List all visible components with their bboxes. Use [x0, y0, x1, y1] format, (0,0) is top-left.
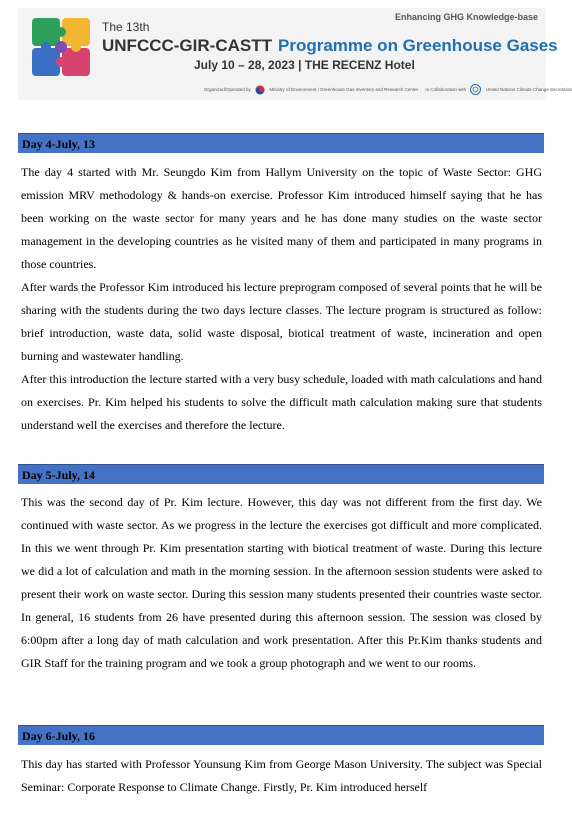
section-body-day-4: [21, 161, 542, 437]
korea-emblem-icon: [255, 85, 265, 95]
section-heading-day-4: Day 4-July, 13: [18, 133, 544, 153]
section-body-day-5: [21, 491, 542, 675]
korea-org-label: Ministry of Environment / Greenhouse Gas Inventory and Research Center: [269, 87, 419, 92]
banner-dates: July 10 – 28, 2023 | THE RECENZ Hotel: [194, 58, 415, 72]
section-body-day-6: [21, 753, 542, 799]
un-org-label: United Nations Climate Change Secretariat: [485, 87, 572, 92]
section-heading-day-6: Day 6-July, 16: [18, 725, 544, 745]
paragraph: After this introduction the lecture started with a very busy schedule, loaded with math calculations and hand on exercises. Pr. Kim helped his students to solve the difficult math calculation making sure that students understand well the exercises and therefore the lecture.: [21, 372, 542, 432]
puzzle-logo-icon: [30, 16, 92, 78]
organized-by-label: Organized/Operated by: [204, 87, 251, 92]
paragraph: This was the second day of Pr. Kim lecture. However, this day was not different from the first day. We continued with waste sector. As we progress in the lecture the exercises got difficult and more complicated. In this we went through Pr. Kim presentation starting with biotical treatment of waste. During this lecture we did a lot of calculation and math in the morning session. In the afternoon session students were asked to present their work on waste sector. During this session many students presented their countries waste sector. In general, 16 students from 26 have presented during this afternoon session. The session was closed by 6:00pm after a long day of math calculation and work presentation. After this Pr.Kim thanks students and GIR Staff for the training program and we took a group photograph and we went to our rooms.: [21, 495, 542, 670]
un-climate-icon: [470, 84, 481, 95]
paragraph: After wards the Professor Kim introduced his lecture preprogram composed of several points that he will be sharing with the students during the two days lecture classes. The lecture program is structured as follow: brief introduction, waste data, solid waste disposal, biotical treatment of waste, incineration and open burning and wastewater handling.: [21, 280, 542, 363]
banner-edition: The 13th: [102, 20, 150, 34]
banner-title-org: UNFCCC-GIR-CASTT: [102, 36, 272, 55]
paragraph: The day 4 started with Mr. Seungdo Kim from Hallym University on the topic of Waste Sector: GHG emission MRV methodology & hands-on exercise. Professor Kim introduced himself saying that he has been working on the waste sector for many years and he has done many studies on the waste sector management in the developing countries as he visited many of them and participated in many programs in those countries.: [21, 165, 542, 271]
event-banner: [18, 8, 572, 100]
section-heading-day-5: Day 5-July, 14: [18, 464, 544, 484]
banner-tagline: Enhancing GHG Knowledge-base: [394, 12, 538, 22]
banner-title-programme: Programme on Greenhouse Gases: [277, 36, 558, 55]
paragraph: This day has started with Professor Younsung Kim from George Mason University. The subject was Special Seminar: Corporate Response to Climate Change. Firstly, Pr. Kim introduced herself: [21, 757, 542, 794]
collab-label: In Collaboration with: [425, 87, 467, 92]
banner-title: [102, 36, 558, 56]
banner-organizers: [204, 84, 572, 95]
